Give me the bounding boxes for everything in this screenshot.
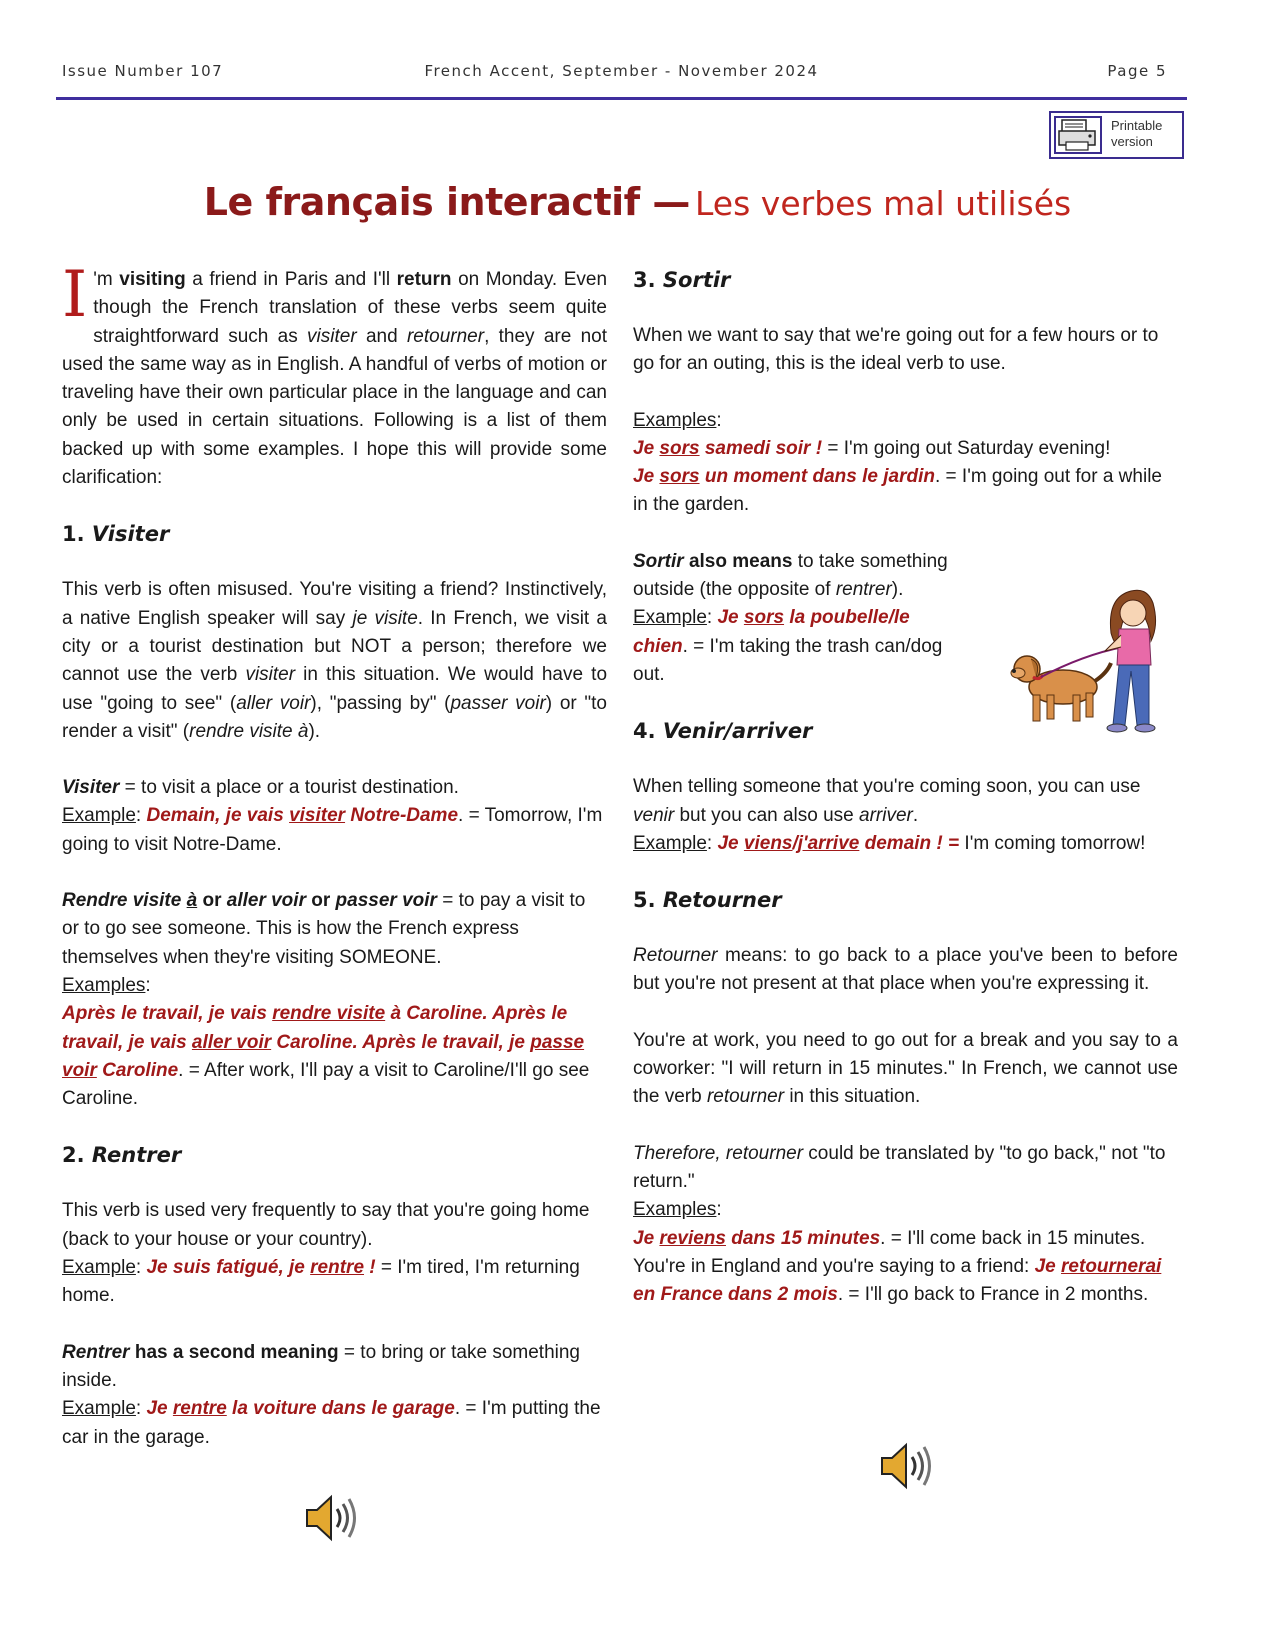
title-sub: Les verbes mal utilisés (695, 184, 1072, 223)
sortir-also-means: Sortir also means to take something outside (the opposite of rentrer). Example: Je sors la poubelle/le chien. = I'm taking the trash can/dog out. (633, 550, 948, 685)
retourner-examples: Therefore, retourner could be translated by "to go back," not "to return." Examples: Je reviens dans 15 minutes. = I'll come back in 15 minutes. You're in England and you're saying to a friend: Je retournerai en France dans 2 mois. = I'll go back to France in 2 months. (633, 1142, 1166, 1306)
printable-label: Printable version (1111, 118, 1163, 149)
girl-walking-dog-illustration (1003, 585, 1178, 740)
section-heading-venir-arriver: 4. Venir/arriver (633, 719, 813, 744)
section-heading-sortir: 3. Sortir (633, 268, 731, 292)
page-header (56, 62, 1187, 82)
venir-arriver-paragraph: When telling someone that you're coming soon, you can use venir but you can also use arriver. Example: Je viens/j'arrive demain ! = I'm coming tomorrow! (633, 776, 1146, 854)
speaker-icon[interactable] (878, 1441, 936, 1496)
drop-cap: I (62, 258, 88, 332)
sortir-paragraph: When we want to say that we're going out for a few hours or to go for an outing, this is the ideal verb to use. (633, 325, 1159, 375)
rendre-visite-paragraph: Rendre visite à or aller voir or passer voir = to pay a visit to or to go see someone. This is how the French express themselves when they're visiting SOMEONE. Examples: Après le travail, je vais rendre visite à Caroline. Après le travail, je vais aller voir Caroline. Après le travail, je passe voir Caroline. = After work, I'll pay a visit to Caroline/I'll go see Caroline. (62, 890, 590, 1110)
title-main: Le français interactif — (203, 180, 690, 224)
section-heading-retourner: 5. Retourner (633, 888, 782, 913)
retourner-work-paragraph: You're at work, you need to go out for a break and you say to a coworker: "I will return in 15 minutes." In French, we cannot use the verb retourner in this situation. (633, 1029, 1178, 1108)
page-number: Page 5 (1107, 62, 1167, 80)
speaker-icon[interactable] (303, 1493, 361, 1548)
section-heading-rentrer: 2. Rentrer (62, 1143, 182, 1168)
visiter-paragraph: This verb is often misused. You're visiting a friend? Instinctively, a native English speaker will say je visite. In French, we visit a city or a tourist destination but NOT a person; therefore we cannot use the verb visiter in this situation. We would have to use "going to see" (aller voir), "passing by" (passer voir) or "to render a visit" (rendre visite à). (62, 579, 608, 742)
rentrer-second-meaning: Rentrer has a second meaning = to bring or take something inside. Example: Je rentre la voiture dans le garage. = I'm putting the car in the garage. (62, 1341, 601, 1448)
rentrer-paragraph: This verb is used very frequently to say that you're going home (back to your house or your country). Example: Je suis fatigué, je rentre ! = I'm tired, I'm returning home. (62, 1200, 590, 1307)
left-column (62, 258, 608, 1480)
issue-number: Issue Number 107 (62, 62, 224, 80)
section-heading-visiter: 1. Visiter (62, 522, 170, 547)
intro-paragraph: I 'm visiting a friend in Paris and I'll return on Monday. Even though the French translation of these verbs seem quite straightforward such as visiter and retourner, they are not used the same way as in English. A handful of verbs of motion or traveling have their own particular place in the language and can only be used in certain situations. Following is a list of them backed up with some examples. I hope this will provide some clarification: (62, 258, 608, 489)
publication-title: French Accent, September - November 2024 (424, 62, 819, 80)
visiter-definition: Visiter = to visit a place or a tourist destination. Example: Demain, je vais visiter Notre-Dame. = Tomorrow, I'm going to visit Notre-Dame. (62, 777, 603, 855)
right-column (633, 266, 1178, 1337)
header-rule (56, 97, 1187, 100)
printable-version-button[interactable] (1049, 111, 1184, 159)
sortir-examples: Examples: Je sors samedi soir ! = I'm going out Saturday evening! Je sors un moment dans le jardin. = I'm going out for a while in the garden. (633, 409, 1162, 516)
retourner-paragraph: Retourner means: to go back to a place you've been to before but you're not present at that place when you're expressing it. (633, 945, 1178, 995)
printer-icon (1054, 116, 1102, 154)
article-title (0, 180, 1275, 224)
